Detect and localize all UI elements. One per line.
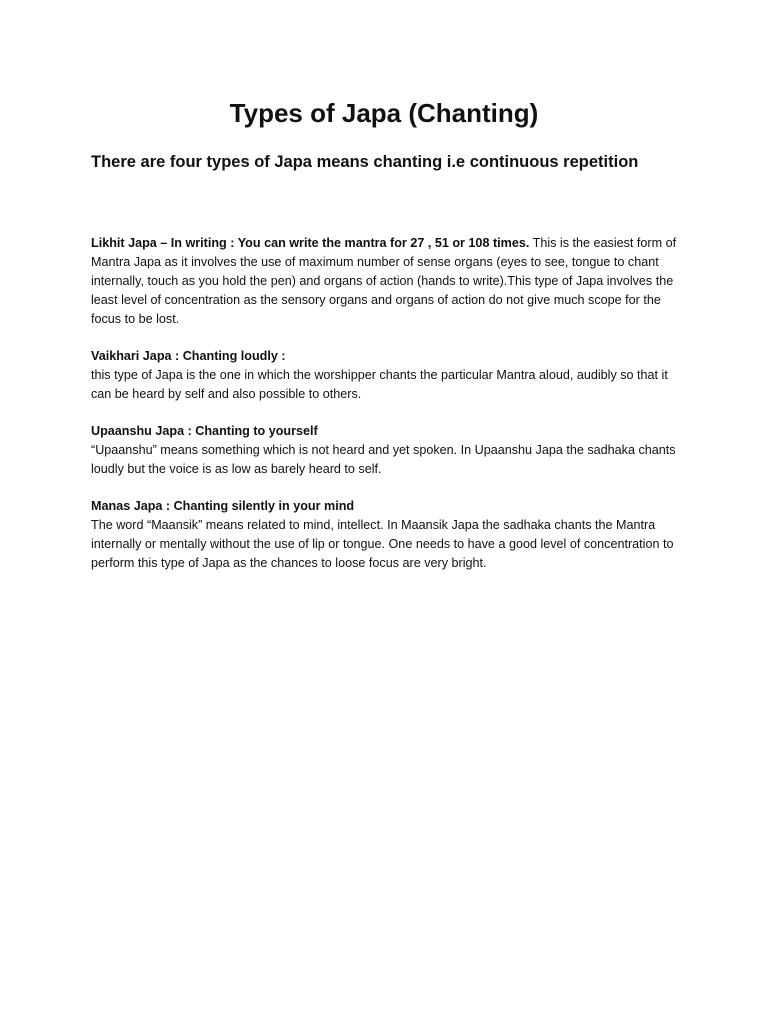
page-subtitle: There are four types of Japa means chanting i.e continuous repetition xyxy=(91,153,639,171)
section-paragraph xyxy=(91,234,681,329)
section-manas-japa xyxy=(91,497,681,573)
section-body: this type of Japa is the one in which the worshipper chants the particular Mantra aloud, audibly so that it can be heard by self and also possible to others. xyxy=(91,368,668,401)
section-upaanshu-japa xyxy=(91,422,681,479)
section-heading: Upaanshu Japa : Chanting to yourself xyxy=(91,424,318,438)
section-heading: Vaikhari Japa : Chanting loudly : xyxy=(91,349,286,363)
section-body: “Upaanshu” means something which is not heard and yet spoken. In Upaanshu Japa the sadhaka chants loudly but the voice is as low as barely heard to self. xyxy=(91,443,676,476)
page-title: Types of Japa (Chanting) xyxy=(229,98,539,128)
section-vaikhari-japa xyxy=(91,347,681,404)
section-likhit-japa xyxy=(91,234,681,329)
section-heading: Manas Japa : Chanting silently in your mind xyxy=(91,499,355,513)
document-body xyxy=(91,234,681,591)
section-body: This is the easiest form of Mantra Japa as it involves the use of maximum number of sense organs (eyes to see, tongue to chant internally, touch as you hold the pen) and organs of action (hands to write).This type of Japa involves the least level of concentration as the sensory organs and organs of action do not give much scope for the focus to be lost. xyxy=(91,236,677,326)
section-heading: Likhit Japa – In writing : You can write the mantra for 27 , 51 or 108 times. xyxy=(91,236,530,250)
section-body: The word “Maansik” means related to mind, intellect. In Maansik Japa the sadhaka chants the Mantra internally or mentally without the use of lip or tongue. One needs to have a good level of concentration to perform this type of Japa as the chances to loose focus are very bright. xyxy=(91,518,674,570)
